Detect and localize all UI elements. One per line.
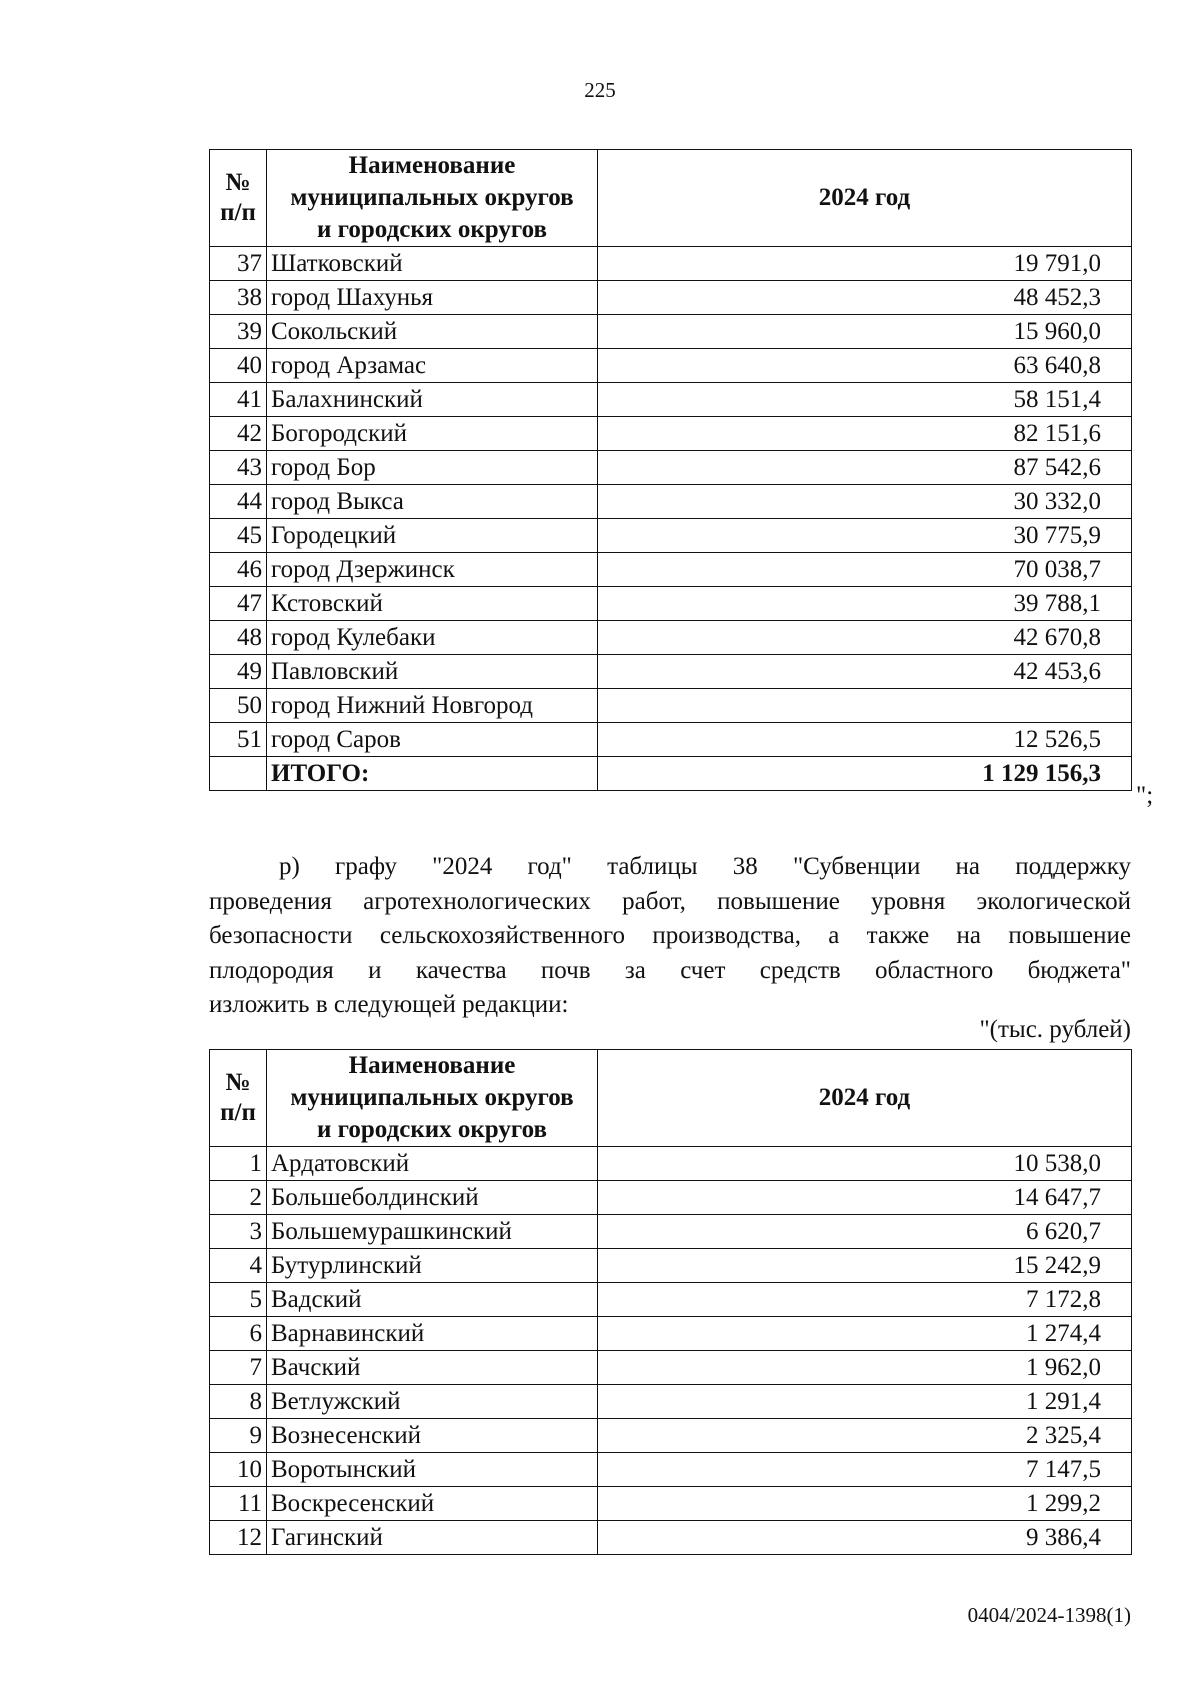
municipality-name-cell: Вознесенский	[267, 1419, 598, 1453]
total-label: ИТОГО:	[267, 757, 598, 791]
amount-cell: 70 038,7	[598, 553, 1132, 587]
municipality-name-cell: Шатковский	[267, 247, 598, 281]
row-number-cell: 38	[210, 281, 267, 315]
row-number-cell: 50	[210, 689, 267, 723]
municipality-name-cell: город Арзамас	[267, 349, 598, 383]
table-row	[210, 1181, 1132, 1215]
table-row	[210, 281, 1132, 315]
header-number-sign: №	[225, 1069, 251, 1096]
row-number-cell: 2	[210, 1181, 267, 1215]
row-number-cell: 12	[210, 1521, 267, 1555]
amount-cell: 42 670,8	[598, 621, 1132, 655]
row-number-cell: 3	[210, 1215, 267, 1249]
row-number-cell: 6	[210, 1317, 267, 1351]
amount-cell: 63 640,8	[598, 349, 1132, 383]
municipality-name-cell: Кстовский	[267, 587, 598, 621]
municipality-name-cell: город Шахунья	[267, 281, 598, 315]
municipality-name-cell: Большемурашкинский	[267, 1215, 598, 1249]
table-body	[210, 1147, 1132, 1555]
row-number-cell: 37	[210, 247, 267, 281]
header-row-number	[210, 1050, 267, 1147]
municipality-name-cell: Ардатовский	[267, 1147, 598, 1181]
header-number-abbr: п/п	[220, 1099, 256, 1126]
municipality-name-cell: город Кулебаки	[267, 621, 598, 655]
table-row	[210, 723, 1132, 757]
table-row	[210, 485, 1132, 519]
municipality-name-cell: город Дзержинск	[267, 553, 598, 587]
municipality-name-cell: Воскресенский	[267, 1487, 598, 1521]
amount-cell: 1 299,2	[598, 1487, 1132, 1521]
table-header-row	[210, 150, 1132, 247]
amount-cell: 1 962,0	[598, 1351, 1132, 1385]
table-row	[210, 383, 1132, 417]
total-value: 1 129 156,3	[598, 757, 1132, 791]
amount-cell: 10 538,0	[598, 1147, 1132, 1181]
table-row	[210, 1283, 1132, 1317]
header-municipality-name	[267, 1050, 598, 1147]
amount-cell: 1 291,4	[598, 1385, 1132, 1419]
row-number-cell: 46	[210, 553, 267, 587]
row-number-cell: 43	[210, 451, 267, 485]
row-number-cell: 48	[210, 621, 267, 655]
table-row	[210, 1419, 1132, 1453]
table-row	[210, 1453, 1132, 1487]
amount-cell: 82 151,6	[598, 417, 1132, 451]
amount-cell: 6 620,7	[598, 1215, 1132, 1249]
amount-cell: 87 542,6	[598, 451, 1132, 485]
municipality-name-cell: Бутурлинский	[267, 1249, 598, 1283]
subvention-table-continued	[209, 149, 1132, 791]
paragraph-line: безопасности сельскохозяйственного производства, а также на повышение	[209, 922, 1131, 949]
amount-cell: 30 775,9	[598, 519, 1132, 553]
table-row	[210, 519, 1132, 553]
header-row-number	[210, 150, 267, 247]
row-number-cell: 11	[210, 1487, 267, 1521]
header-year: 2024 год	[598, 1050, 1132, 1147]
subvention-table-38	[209, 1049, 1132, 1555]
municipality-name-cell: Сокольский	[267, 315, 598, 349]
table-row	[210, 349, 1132, 383]
municipality-name-cell: город Нижний Новгород	[267, 689, 598, 723]
municipality-name-cell: Балахнинский	[267, 383, 598, 417]
row-number-cell: 4	[210, 1249, 267, 1283]
amount-cell: 7 172,8	[598, 1283, 1132, 1317]
municipality-name-cell: Гагинский	[267, 1521, 598, 1555]
amount-cell: 9 386,4	[598, 1521, 1132, 1555]
table-row	[210, 1215, 1132, 1249]
municipality-name-cell: Павловский	[267, 655, 598, 689]
unit-note: "(тыс. рублей)	[979, 1016, 1131, 1043]
table-row	[210, 1351, 1132, 1385]
amount-cell: 12 526,5	[598, 723, 1132, 757]
header-number-abbr: п/п	[220, 199, 256, 226]
header-name-line-3: и городских округов	[317, 1116, 547, 1143]
municipality-name-cell: Городецкий	[267, 519, 598, 553]
table-row	[210, 1317, 1132, 1351]
municipality-name-cell: Воротынский	[267, 1453, 598, 1487]
table-row	[210, 1385, 1132, 1419]
municipality-name-cell: Ветлужский	[267, 1385, 598, 1419]
header-number-sign: №	[225, 169, 251, 196]
amount-cell: 2 325,4	[598, 1419, 1132, 1453]
header-name-line-1: Наименование	[348, 1052, 516, 1079]
table-row	[210, 315, 1132, 349]
amount-cell: 30 332,0	[598, 485, 1132, 519]
municipality-name-cell: Богородский	[267, 417, 598, 451]
table-row	[210, 417, 1132, 451]
row-number-cell: 45	[210, 519, 267, 553]
table-row	[210, 655, 1132, 689]
row-number-cell: 8	[210, 1385, 267, 1419]
document-code: 0404/2024-1398(1)	[967, 1603, 1131, 1627]
table-row	[210, 621, 1132, 655]
table-row	[210, 451, 1132, 485]
amount-cell: 1 274,4	[598, 1317, 1132, 1351]
table-row	[210, 1249, 1132, 1283]
amount-cell: 15 960,0	[598, 315, 1132, 349]
header-name-line-2: муниципальных округов	[290, 1084, 574, 1111]
total-row	[210, 757, 1132, 791]
paragraph-line: изложить в следующей редакции:	[209, 991, 569, 1018]
amount-cell: 19 791,0	[598, 247, 1132, 281]
row-number-cell: 7	[210, 1351, 267, 1385]
amendment-paragraph	[209, 850, 1131, 1023]
header-name-line-1: Наименование	[348, 152, 516, 179]
municipality-name-cell: город Бор	[267, 451, 598, 485]
row-number-cell: 47	[210, 587, 267, 621]
row-number-cell: 10	[210, 1453, 267, 1487]
paragraph-line: проведения агротехнологических работ, повышение уровня экологической	[209, 887, 1131, 915]
amount-cell: 48 452,3	[598, 281, 1132, 315]
amount-cell: 15 242,9	[598, 1249, 1132, 1283]
amount-cell: 7 147,5	[598, 1453, 1132, 1487]
row-number-cell: 40	[210, 349, 267, 383]
municipality-name-cell: Вачский	[267, 1351, 598, 1385]
municipality-name-cell: Большеболдинский	[267, 1181, 598, 1215]
table-row	[210, 587, 1132, 621]
amount-cell: 42 453,6	[598, 655, 1132, 689]
row-number-cell: 51	[210, 723, 267, 757]
amount-cell: 14 647,7	[598, 1181, 1132, 1215]
municipality-name-cell: Варнавинский	[267, 1317, 598, 1351]
table-row	[210, 553, 1132, 587]
row-number-cell: 41	[210, 383, 267, 417]
paragraph-line: плодородия и качества почв за счет средств областного бюджета"	[209, 956, 1131, 984]
row-number-cell: 9	[210, 1419, 267, 1453]
row-number-cell: 1	[210, 1147, 267, 1181]
header-name-line-2: муниципальных округов	[290, 184, 574, 211]
row-number-cell: 42	[210, 417, 267, 451]
table-row	[210, 689, 1132, 723]
table-row	[210, 1487, 1132, 1521]
municipality-name-cell: город Саров	[267, 723, 598, 757]
total-empty-cell	[210, 757, 267, 791]
row-number-cell: 44	[210, 485, 267, 519]
page-number: 225	[584, 78, 616, 102]
row-number-cell: 49	[210, 655, 267, 689]
amount-cell: 39 788,1	[598, 587, 1132, 621]
header-municipality-name	[267, 150, 598, 247]
closing-quote-mark: ";	[1136, 782, 1154, 809]
header-year: 2024 год	[598, 150, 1132, 247]
municipality-name-cell: Вадский	[267, 1283, 598, 1317]
row-number-cell: 39	[210, 315, 267, 349]
row-number-cell: 5	[210, 1283, 267, 1317]
table-header-row	[210, 1050, 1132, 1147]
paragraph-line: р) графу "2024 год" таблицы 38 "Субвенции на поддержку	[279, 853, 1131, 880]
table-body	[210, 247, 1132, 791]
table-row	[210, 1147, 1132, 1181]
table-row	[210, 1521, 1132, 1555]
municipality-name-cell: город Выкса	[267, 485, 598, 519]
amount-cell	[598, 689, 1132, 723]
table-row	[210, 247, 1132, 281]
amount-cell: 58 151,4	[598, 383, 1132, 417]
header-name-line-3: и городских округов	[317, 216, 547, 243]
